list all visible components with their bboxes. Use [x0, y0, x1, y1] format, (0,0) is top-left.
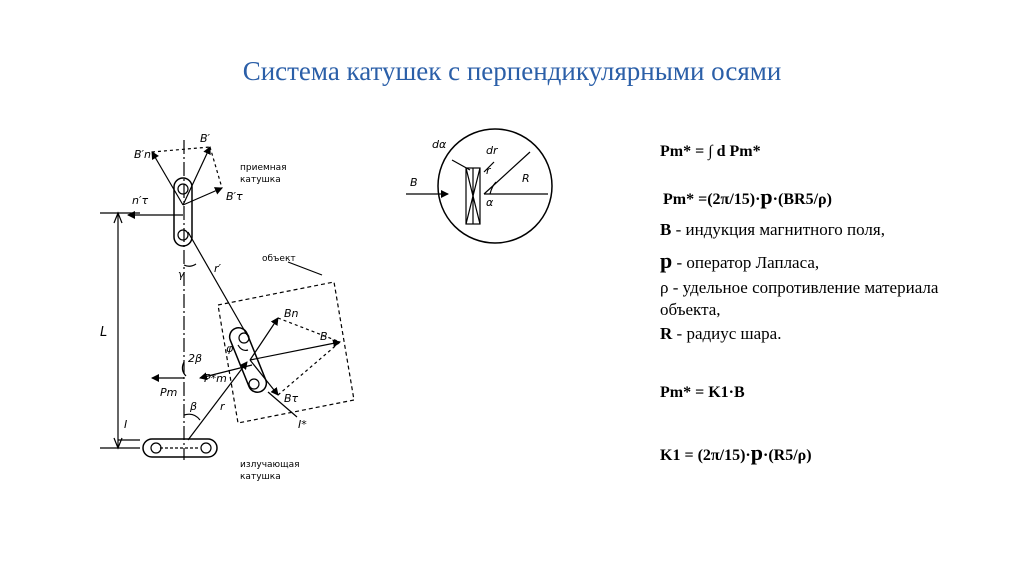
r-label: r [220, 400, 225, 413]
gamma-label: γ [178, 268, 185, 281]
bn-label: Bn [284, 307, 299, 320]
bn-prime-label: B′n [134, 148, 152, 161]
formula-k1-b: Pm* = K1·B [660, 384, 745, 401]
btau-prime-label: B′τ [226, 190, 243, 203]
definition-r [660, 324, 781, 344]
formula-pm-star-p: p [760, 184, 773, 209]
formula-integral: Pm* = ∫ d Pm* [660, 143, 761, 160]
gamma-arc [184, 264, 196, 266]
dr-label: dr [486, 144, 498, 157]
definition-p-text: - оператор Лапласа, [672, 253, 820, 272]
d-alpha-label: dα [432, 138, 447, 151]
phi-label: φ [226, 342, 234, 355]
definition-rho-line1: ρ - удельное сопротивление материала [660, 278, 939, 297]
pm-star-label: P*m [204, 372, 227, 385]
formula-pm-star-left: Pm* =(2π/15)· [663, 191, 761, 208]
pm-label: Pm [160, 386, 178, 399]
two-beta-label: 2β [188, 352, 203, 365]
definition-b [660, 220, 885, 240]
receiver-coil-label-line1: приемная [240, 163, 287, 173]
definition-r-symbol: R [660, 324, 673, 343]
definition-p [660, 248, 819, 274]
n-tau-label: n′τ [132, 194, 149, 207]
definition-rho-line2: объекта, [660, 300, 721, 319]
l-label: L [100, 325, 108, 340]
b-label: B [320, 330, 328, 343]
formula-k1-left: K1 = (2π/15)· [660, 447, 751, 464]
definition-b-text: - индукция магнитного поля, [671, 220, 885, 239]
r-prime-label: r′ [214, 262, 222, 275]
phi-arc [238, 345, 248, 350]
formula-k1-right: ·(R5/ρ) [763, 447, 812, 464]
btau-prime-vector [183, 188, 222, 205]
sphere-b-label: B [410, 176, 418, 189]
sphere-r-label: R [522, 172, 530, 185]
emitter-coil-label-line2: катушка [240, 472, 281, 482]
bn-vector [250, 318, 278, 360]
formula-k1 [660, 440, 812, 466]
b-prime-vector [183, 147, 210, 205]
b-prime-label: B′ [200, 132, 211, 145]
emitter-coil-label-line1: излучающая [240, 460, 300, 470]
beta-label: β [190, 400, 198, 413]
formula-k1-p: p [750, 440, 764, 465]
formula-pm-star-right: ·(BR5/ρ) [772, 191, 832, 208]
i-label: I [124, 418, 128, 431]
r-prime-vector [188, 232, 247, 335]
definition-r-text: - радиус шара. [672, 324, 782, 343]
sphere-small-r-label: r [486, 164, 491, 177]
definition-b-symbol: B [660, 220, 672, 239]
receiver-coil-label-line2: катушка [240, 175, 281, 185]
b-vector [250, 342, 340, 360]
alpha-label: α [486, 196, 494, 209]
beta-arc [184, 414, 200, 420]
formula-pm-star [663, 184, 832, 210]
definition-p-symbol: p [660, 248, 673, 273]
receiver-coil [174, 178, 192, 246]
slide-title: Система катушек с перпендикулярными осями [242, 56, 782, 86]
btau-label: Bτ [284, 392, 299, 405]
i-star-label: I* [298, 418, 307, 431]
object-label: объект [262, 254, 296, 264]
